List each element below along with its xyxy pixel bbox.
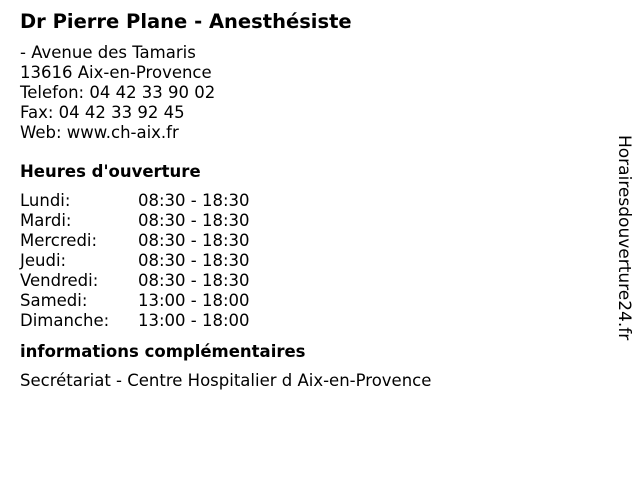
day-hours: 08:30 - 18:30 bbox=[138, 251, 250, 270]
day-label: Lundi: bbox=[20, 191, 71, 210]
day-label: Vendredi: bbox=[20, 271, 99, 290]
business-card bbox=[20, 9, 600, 391]
additional-info-text: Secrétariat - Centre Hospitalier d Aix-en-Provence bbox=[20, 371, 432, 390]
hours-row-vendredi bbox=[20, 271, 600, 291]
hours-row-samedi bbox=[20, 291, 600, 311]
day-hours: 08:30 - 18:30 bbox=[138, 271, 250, 290]
phone-line: Telefon: 04 42 33 90 02 bbox=[20, 83, 216, 102]
day-label: Dimanche: bbox=[20, 311, 110, 330]
opening-hours-heading: Heures d'ouverture bbox=[20, 162, 201, 181]
web-line: Web: www.ch-aix.fr bbox=[20, 123, 179, 142]
day-label: Samedi: bbox=[20, 291, 88, 310]
hours-row-jeudi bbox=[20, 251, 600, 271]
street-line: - Avenue des Tamaris bbox=[20, 43, 196, 62]
day-hours: 08:30 - 18:30 bbox=[138, 231, 250, 250]
address-block bbox=[20, 43, 600, 143]
day-hours: 13:00 - 18:00 bbox=[138, 291, 250, 310]
day-hours: 08:30 - 18:30 bbox=[138, 191, 250, 210]
fax-line: Fax: 04 42 33 92 45 bbox=[20, 103, 185, 122]
opening-hours-table bbox=[20, 191, 600, 331]
hours-row-mardi bbox=[20, 211, 600, 231]
business-name: Dr Pierre Plane - Anesthésiste bbox=[20, 10, 352, 33]
day-hours: 13:00 - 18:00 bbox=[138, 311, 250, 330]
hours-row-mercredi bbox=[20, 231, 600, 251]
hours-row-lundi bbox=[20, 191, 600, 211]
day-label: Mardi: bbox=[20, 211, 72, 230]
day-label: Mercredi: bbox=[20, 231, 98, 250]
city-line: 13616 Aix-en-Provence bbox=[20, 63, 212, 82]
day-label: Jeudi: bbox=[20, 251, 67, 270]
additional-info-heading: informations complémentaires bbox=[20, 342, 306, 361]
site-watermark: Horairesdouverture24.fr bbox=[614, 135, 634, 341]
hours-row-dimanche bbox=[20, 311, 600, 331]
day-hours: 08:30 - 18:30 bbox=[138, 211, 250, 230]
